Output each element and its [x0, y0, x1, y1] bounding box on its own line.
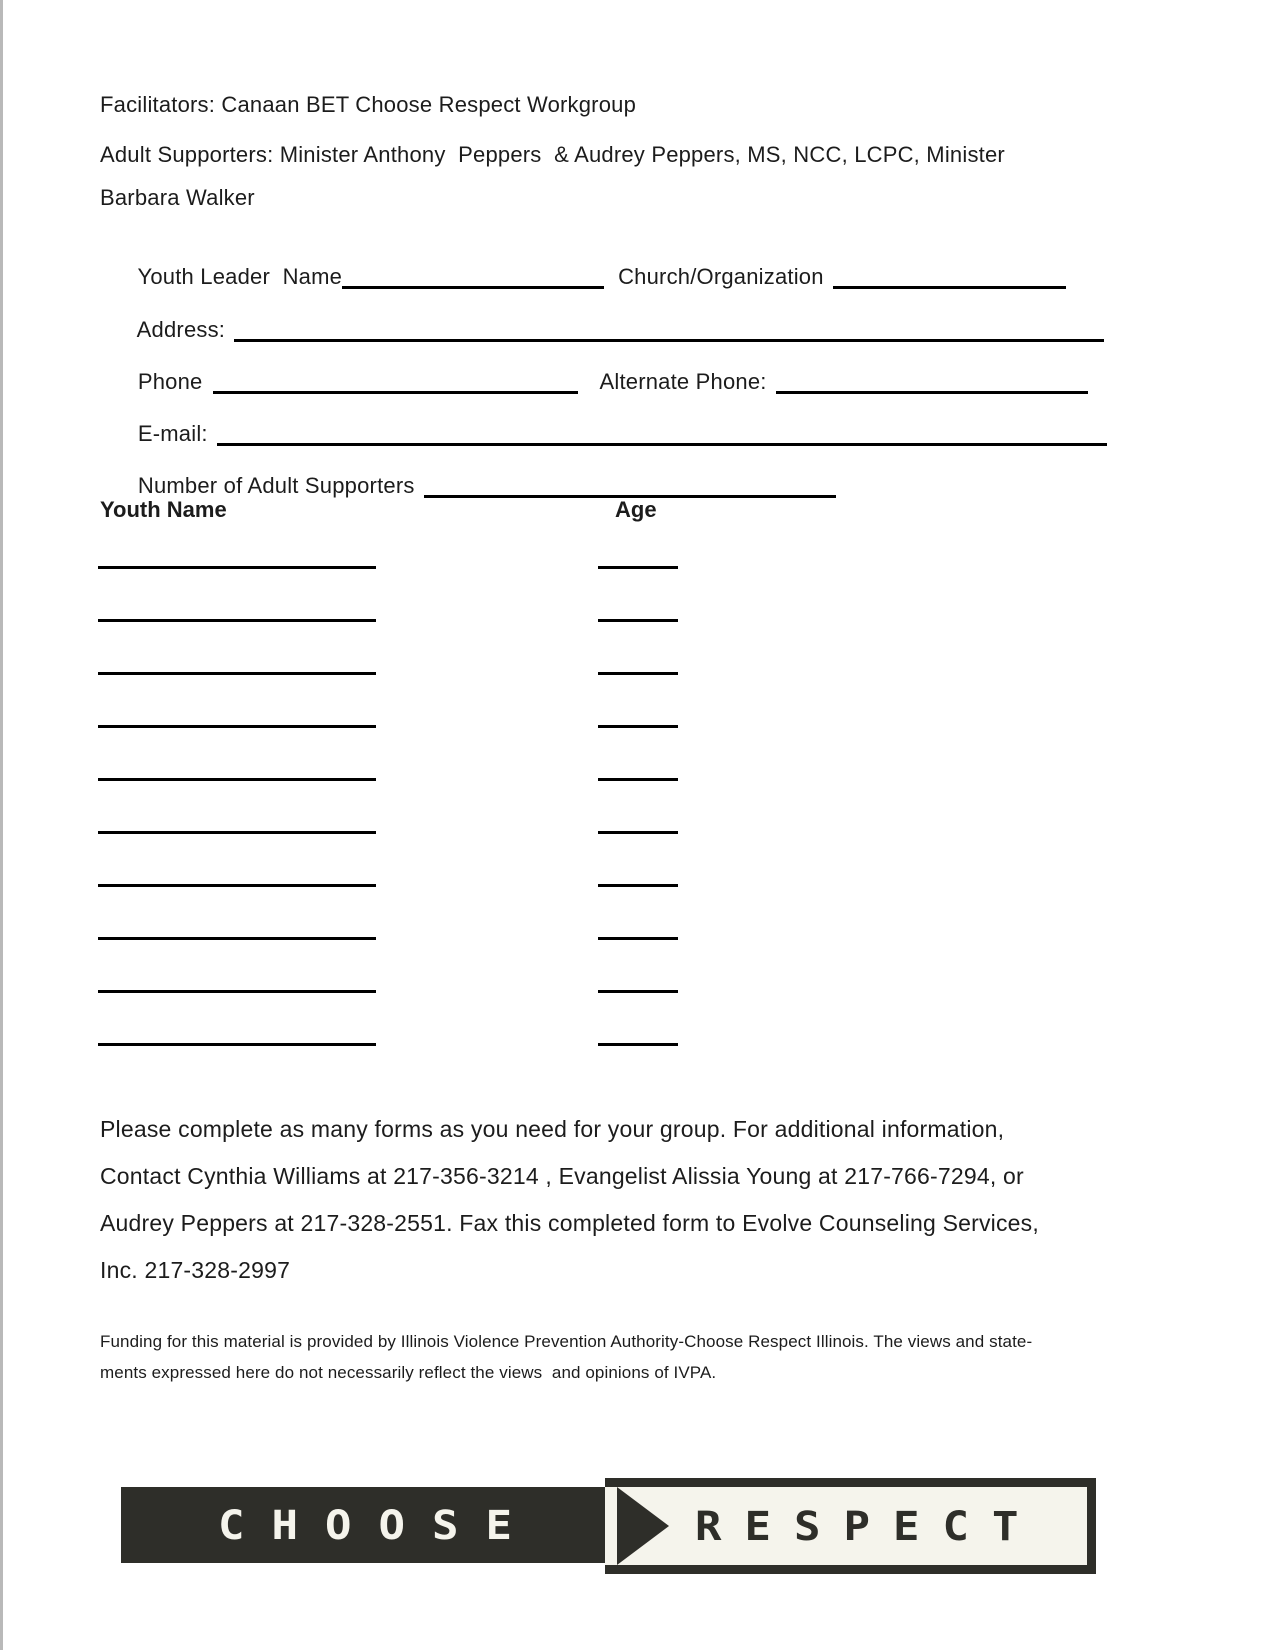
phone-blank: [213, 391, 578, 394]
respect-box: [605, 1478, 1096, 1574]
info-line: Audrey Peppers at 217-328-2551. Fax this completed form to Evolve Counseling Services,: [100, 1210, 1039, 1236]
roster-row: [100, 993, 1130, 1046]
youth-leader-name-label: Youth Leader Name: [137, 264, 343, 289]
roster-row: [100, 569, 1130, 622]
info-paragraph: [100, 1106, 1039, 1294]
address-label: Address:: [136, 317, 226, 342]
facilitators-line: Facilitators: Canaan BET Choose Respect Workgroup: [100, 92, 637, 117]
address-blank: [234, 339, 1104, 342]
phone-label: Phone: [137, 369, 203, 394]
age-header: Age: [615, 497, 657, 522]
info-line: Please complete as many forms as you need for your group. For additional information,: [100, 1116, 1005, 1142]
roster-row: [100, 516, 1130, 569]
roster-row: [100, 622, 1130, 675]
funding-line: ments expressed here do not necessarily reflect the views and opinions of IVPA.: [100, 1363, 717, 1382]
youth-name-header: Youth Name: [100, 497, 227, 522]
alternate-phone-blank: [776, 391, 1088, 394]
email-label: E-mail:: [137, 421, 208, 446]
funding-line: Funding for this material is provided by Illinois Violence Prevention Authority-Choose Respect Illinois. The views and state-: [100, 1332, 1033, 1351]
age-blank: [598, 1043, 678, 1046]
info-line: Contact Cynthia Williams at 217-356-3214 , Evangelist Alissia Young at 217-766-7294, or: [100, 1163, 1024, 1189]
roster-row: [100, 781, 1130, 834]
roster-rows: [100, 516, 1130, 1046]
church-organization-blank: [833, 286, 1066, 289]
number-of-adult-supporters-label: Number of Adult Supporters: [137, 473, 415, 498]
form-content: [100, 0, 1130, 1650]
choose-respect-logo: [121, 1478, 1096, 1574]
funding-note: [100, 1326, 1032, 1388]
roster-row: [100, 728, 1130, 781]
youth-leader-name-blank: [342, 286, 604, 289]
arrow-right-icon: [617, 1487, 669, 1565]
choose-label: CHOOSE: [218, 1501, 539, 1549]
info-line: Inc. 217-328-2997: [100, 1257, 291, 1283]
roster-row: [100, 887, 1130, 940]
respect-label: RESPECT: [695, 1502, 1042, 1550]
adult-supporters-line-1: Adult Supporters: Minister Anthony Peppers & Audrey Peppers, MS, NCC, LCPC, Minister: [100, 142, 1005, 167]
youth-name-blank: [98, 1043, 376, 1046]
adult-supporters-line-2: Barbara Walker: [100, 185, 255, 210]
roster-row: [100, 675, 1130, 728]
alternate-phone-label: Alternate Phone:: [599, 369, 767, 394]
roster-row: [100, 940, 1130, 993]
email-blank: [217, 443, 1107, 446]
roster-row: [100, 834, 1130, 887]
choose-banner: [121, 1487, 609, 1563]
church-organization-label: Church/Organization: [618, 264, 824, 289]
